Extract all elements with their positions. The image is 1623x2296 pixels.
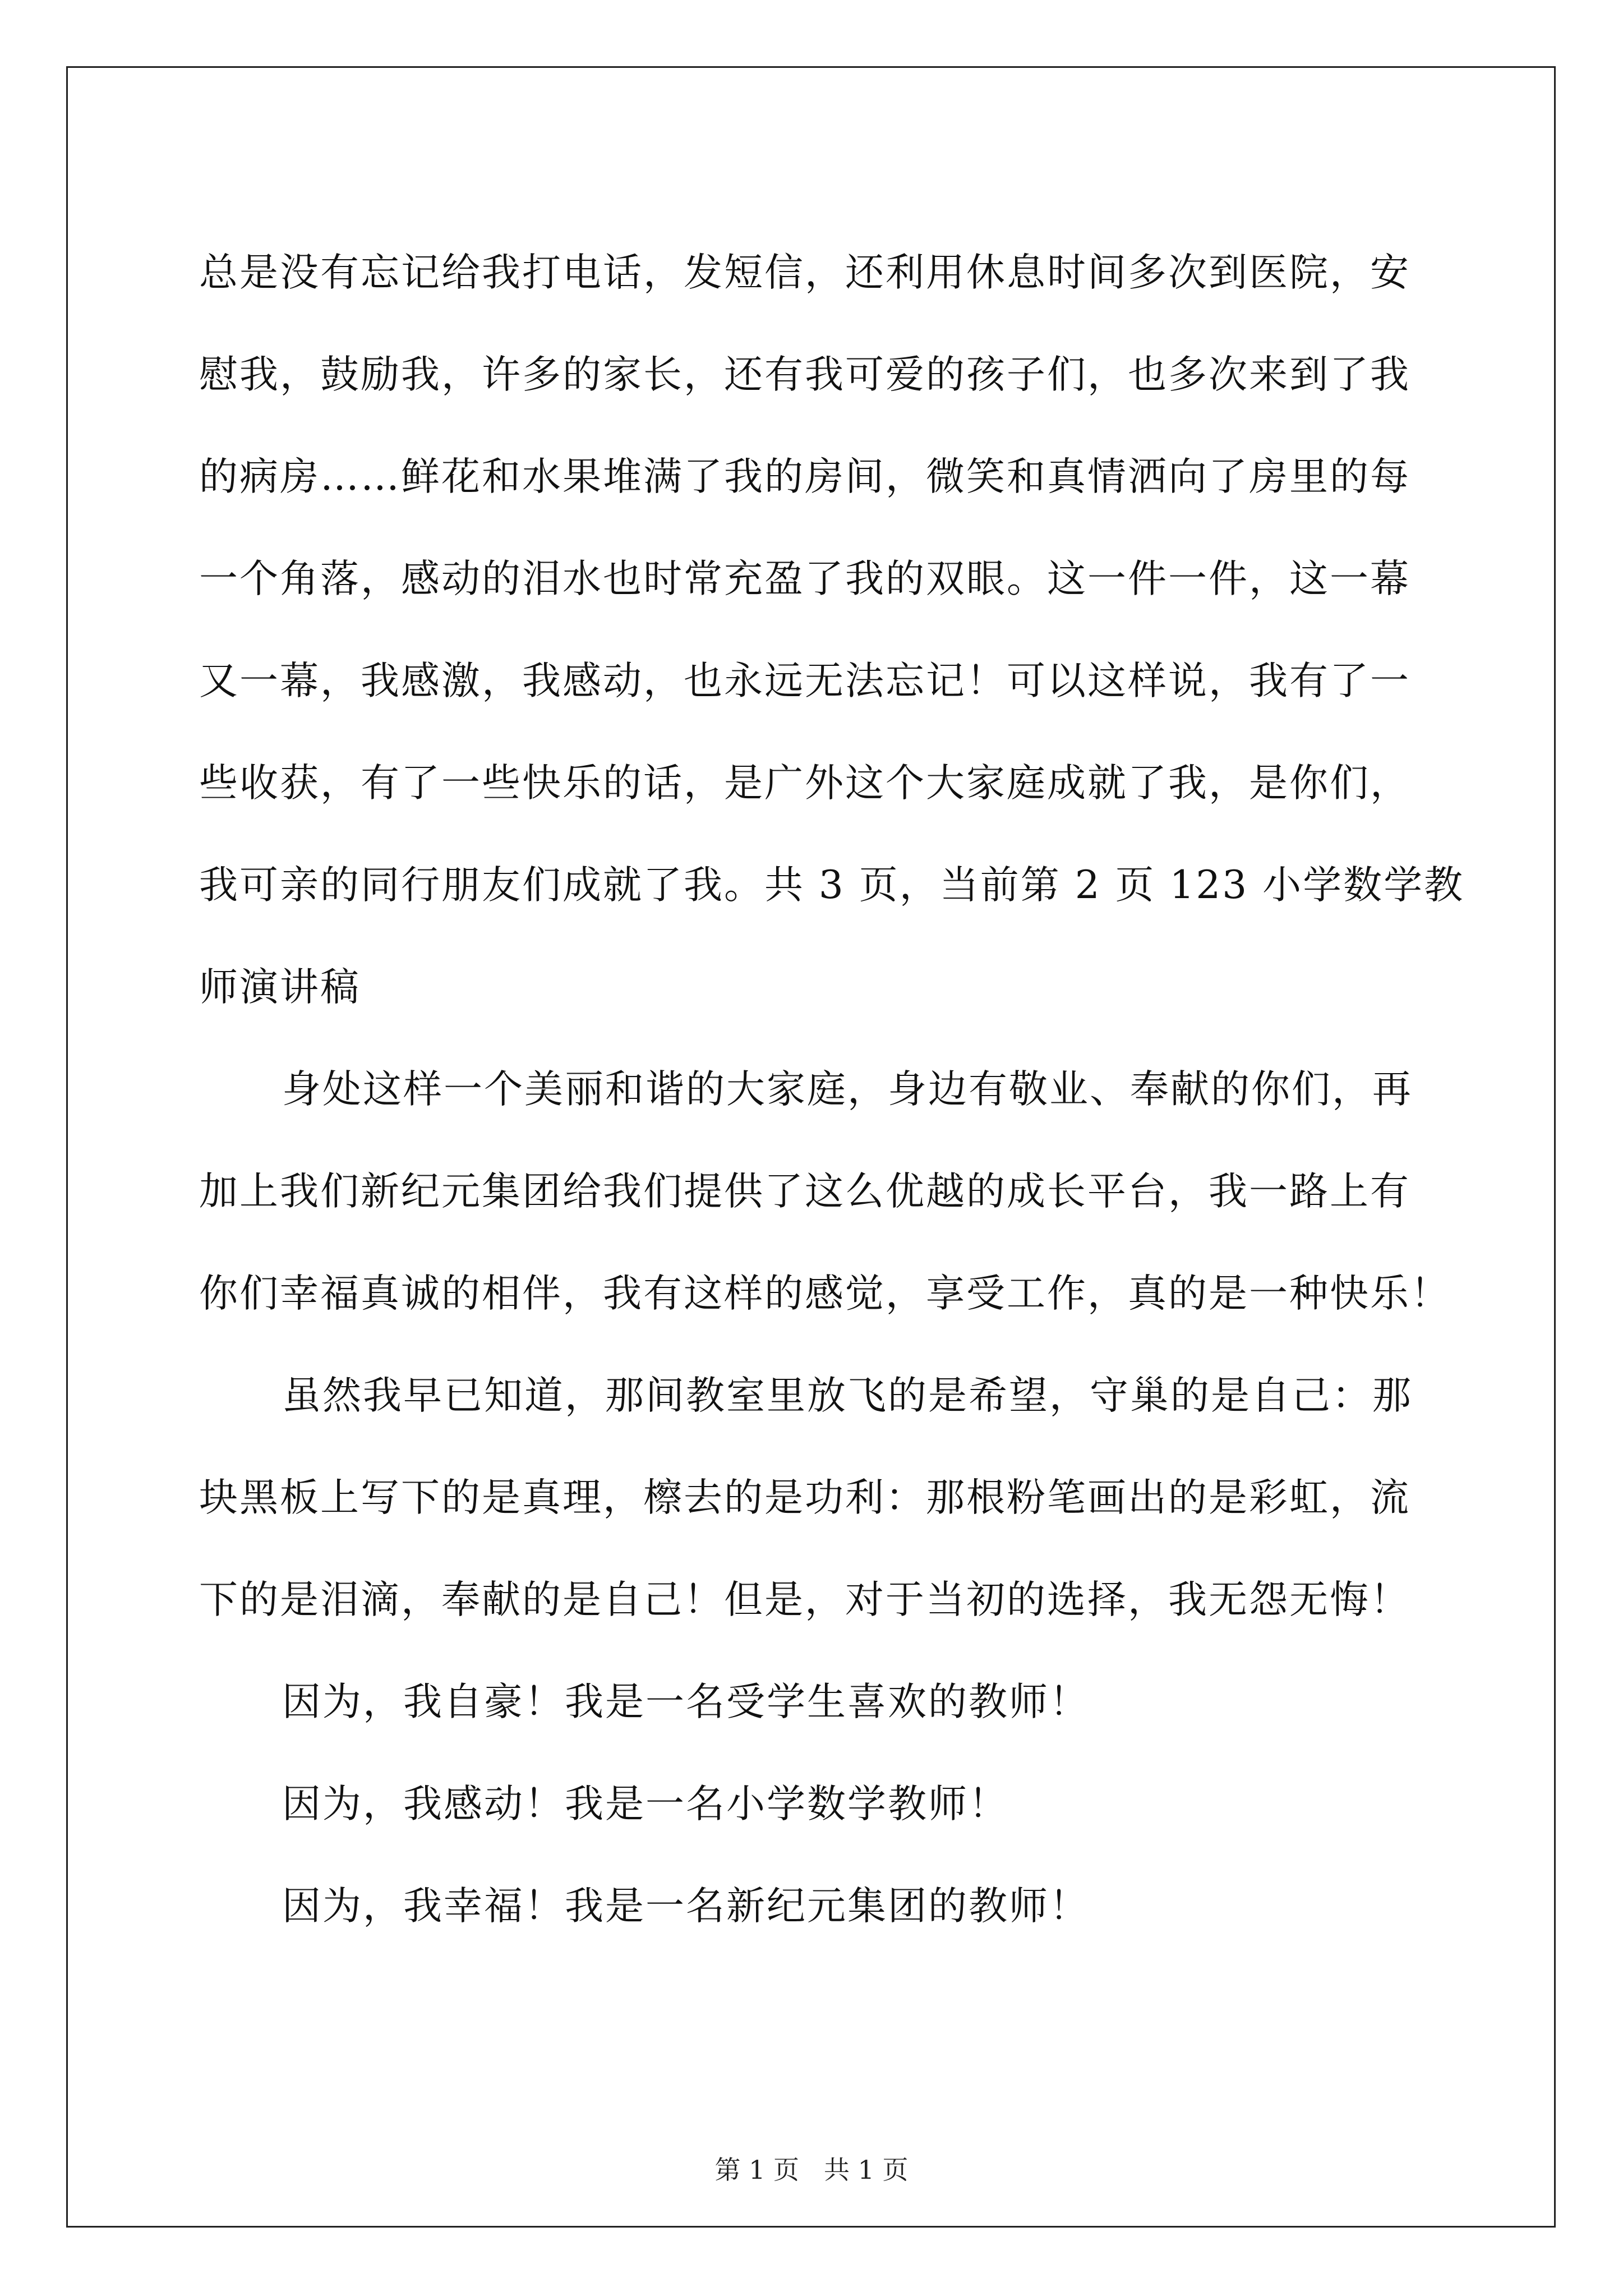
paragraph-1 [199,222,1465,1038]
text-line: 身处这样一个美丽和谐的大家庭，身边有敬业、奉献的你们，再 [282,1067,1413,1112]
paragraph-4 [199,1651,1427,1753]
paragraph-6 [199,1855,1427,1957]
page-total: 共 1 页 [824,2155,909,2185]
text-line: 些收获，有了一些快乐的话，是广外这个大家庭成就了我，是你们， [199,761,1410,806]
paragraph-3 [199,1345,1427,1651]
text-line: 一个角落，感动的泪水也时常充盈了我的双眼。这一件一件，这一幕 [199,556,1410,601]
text-line: 块黑板上写下的是真理，檫去的是功利：那根粉笔画出的是彩虹，流 [199,1475,1410,1520]
text-line: 慰我，鼓励我，许多的家长，还有我可爱的孩子们，也多次来到了我 [199,352,1410,397]
text-line: 因为，我自豪！我是一名受学生喜欢的教师！ [282,1680,1090,1724]
page-number: 第 1 页 [714,2155,799,2185]
text-line: 因为，我感动！我是一名小学数学教师！ [282,1782,1009,1826]
page-footer [0,2153,1623,2187]
text-line: 因为，我幸福！我是一名新纪元集团的教师！ [282,1884,1090,1929]
text-line: 的病房……鲜花和水果堆满了我的房间，微笑和真情洒向了房里的每 [199,454,1410,499]
paragraph-2 [199,1038,1451,1345]
text-line: 加上我们新纪元集团给我们提供了这么优越的成长平台，我一路上有 [199,1169,1410,1214]
paragraph-5 [199,1753,1427,1855]
text-line: 下的是泪滴，奉献的是自己！但是，对于当初的选择，我无怨无悔！ [199,1577,1410,1622]
text-line: 总是没有忘记给我打电话，发短信，还利用休息时间多次到医院，安 [199,250,1410,295]
text-line: 师演讲稿 [199,965,361,1010]
text-line: 又一幕，我感激，我感动，也永远无法忘记！可以这样说，我有了一 [199,659,1410,703]
document-body [199,222,1465,1957]
text-line: 我可亲的同行朋友们成就了我。共 3 页，当前第 2 页 123 小学数学教 [199,863,1465,908]
text-line: 虽然我早已知道，那间教室里放飞的是希望，守巢的是自己：那 [282,1373,1413,1418]
text-line: 你们幸福真诚的相伴，我有这样的感觉，享受工作，真的是一种快乐！ [199,1271,1451,1316]
